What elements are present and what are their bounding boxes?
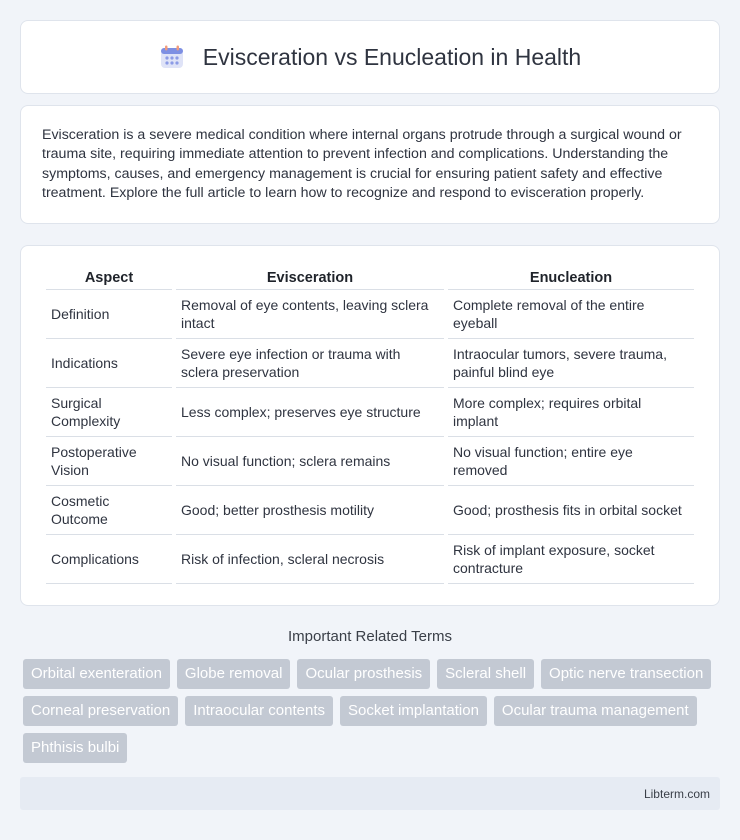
tag-socket-implantation[interactable]: Socket implantation [340,696,487,726]
cell-aspect: Cosmetic Outcome [46,486,172,535]
comparison-table [42,266,698,584]
table-row [46,535,694,584]
intro-text: Evisceration is a severe medical condition where internal organs protrude through a surgical wound or trauma site, requiring immediate attention to prevent infection and complications. Understanding the symptoms, causes, and emergency management is crucial for ensuring patient safety and effective treatment. Explore the full article to learn how to recognize and respond to evisceration properly. [42,127,682,202]
cell-evisceration: Severe eye infection or trauma with sclera preservation [176,339,444,388]
comparison-card [20,245,720,606]
footer [20,777,720,810]
cell-aspect: Postoperative Vision [46,437,172,486]
cell-enucleation: Complete removal of the entire eyeball [448,290,694,339]
table-header-row [46,266,694,290]
table-row [46,388,694,437]
header-card [20,20,720,94]
tag-phthisis-bulbi[interactable]: Phthisis bulbi [23,733,127,763]
header-aspect: Aspect [46,266,172,290]
tag-scleral-shell[interactable]: Scleral shell [437,659,534,689]
table-row [46,290,694,339]
header-evisceration: Evisceration [176,266,444,290]
cell-enucleation: Intraocular tumors, severe trauma, painful blind eye [448,339,694,388]
calendar-icon [159,44,185,70]
cell-evisceration: Removal of eye contents, leaving sclera intact [176,290,444,339]
intro-card [20,105,720,224]
header-enucleation: Enucleation [448,266,694,290]
table-row [46,339,694,388]
tag-orbital-exenteration[interactable]: Orbital exenteration [23,659,170,689]
related-terms-title: Important Related Terms [288,628,452,645]
tag-globe-removal[interactable]: Globe removal [177,659,291,689]
related-terms-tags [20,659,720,763]
cell-enucleation: Good; prosthesis fits in orbital socket [448,486,694,535]
cell-enucleation: No visual function; entire eye removed [448,437,694,486]
tag-corneal-preservation[interactable]: Corneal preservation [23,696,178,726]
footer-site-link[interactable]: Libterm.com [643,786,710,801]
tag-intraocular-contents[interactable]: Intraocular contents [185,696,333,726]
cell-evisceration: Less complex; preserves eye structure [176,388,444,437]
cell-evisceration: Risk of infection, scleral necrosis [176,535,444,584]
cell-enucleation: Risk of implant exposure, socket contracture [448,535,694,584]
tag-ocular-prosthesis[interactable]: Ocular prosthesis [297,659,430,689]
cell-evisceration: No visual function; sclera remains [176,437,444,486]
cell-aspect: Surgical Complexity [46,388,172,437]
tag-ocular-trauma-management[interactable]: Ocular trauma management [494,696,697,726]
page-title: Evisceration vs Enucleation in Health [202,43,582,70]
cell-enucleation: More complex; requires orbital implant [448,388,694,437]
cell-aspect: Indications [46,339,172,388]
cell-aspect: Definition [46,290,172,339]
cell-evisceration: Good; better prosthesis motility [176,486,444,535]
table-row [46,437,694,486]
table-row [46,486,694,535]
tag-optic-nerve-transection[interactable]: Optic nerve transection [541,659,711,689]
cell-aspect: Complications [46,535,172,584]
